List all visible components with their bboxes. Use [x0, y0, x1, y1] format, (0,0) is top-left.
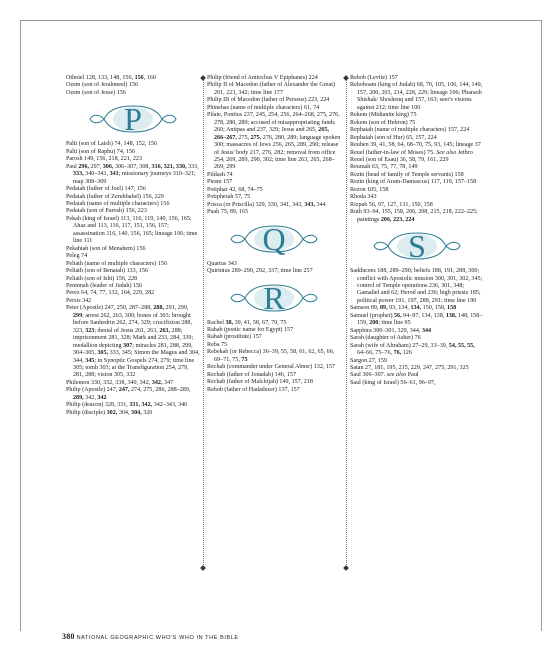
index-entry: Philip (deacon) 328, 331, 331, 342, 342–343, 346	[66, 402, 188, 409]
index-entry: Pedaiah (name of multiple characters) 156	[66, 200, 170, 207]
index-entry: Rahab (poetic name for Egypt) 157	[207, 326, 294, 333]
index-entry: Rachel 38, 39, 41, 58, 67, 70, 75	[207, 319, 287, 326]
index-entry: Palti (son of Raphu) 74, 156	[66, 148, 136, 155]
section-letter: P	[124, 101, 142, 138]
index-entry: Saul 306–307. see also Paul	[350, 372, 419, 379]
index-entry: Ozem (son of Jesse) 156	[66, 89, 126, 96]
index-column-1	[66, 75, 200, 417]
index-entry: Potiphar 42, 68, 74–75	[207, 186, 263, 193]
section-heading-r	[207, 276, 341, 320]
page-footer	[62, 632, 239, 641]
index-entry: Sapphira 300–301, 329, 344, 344	[350, 327, 432, 334]
index-entry: Peliath (son of Ishi) 156, 228	[66, 275, 138, 282]
index-entry: Paul 296, 297, 306, 306–307, 308, 316, 321, 330, 333, 333, 340–341, 341; missionary journeys 310–321; map 308–309	[66, 163, 199, 185]
index-column-2	[207, 75, 341, 394]
index-entry: Sargon 27, 159	[350, 357, 387, 364]
index-entries	[207, 75, 341, 217]
index-entry: Sadducees 188, 289–290; beliefs 188, 191, 288, 300; conflict with Apostolic mission 300, 301, 302, 345; control of Temple operations 236, 301, 348; Gamaliel and 62; Herod and 236; high priests 185; political power 191, 197, 288, 291; time line 190	[350, 268, 483, 304]
index-entry: Philemon 330, 332, 338, 340, 342, 342, 347	[66, 379, 174, 386]
index-entries	[350, 268, 484, 387]
index-entry: Palti (son of Laish) 74, 148, 152, 156	[66, 141, 158, 148]
index-entries	[66, 75, 200, 97]
index-entries	[66, 141, 200, 417]
index-entry: Ruth 93–94, 155, 158, 206, 208, 215, 218, 222–225; paintings 206, 223, 224	[350, 209, 478, 223]
index-entry: Rephaiah (name of multiple characters) 157, 224	[350, 127, 470, 134]
index-entry: Pedaiah (father of Zerubbabel) 156, 229	[66, 193, 164, 200]
index-entry: Puah 75, 89, 165	[207, 209, 249, 216]
index-entry: Potipherah 57, 75	[207, 194, 251, 201]
index-entry: Reumah 63, 75, 77, 78, 149	[350, 164, 418, 171]
index-entry: Rephaiah (son of Hur) 65, 157, 224	[350, 134, 437, 141]
book-title: NATIONAL GEOGRAPHIC WHO'S WHO IN THE BIBLE	[76, 635, 239, 641]
section-heading-p	[66, 97, 200, 141]
index-entry: Rezon 105, 158	[350, 186, 389, 193]
index-entry: Samuel (prophet) 56, 94–97, 134, 138, 138, 148, 158–159, 200; time line 95	[350, 312, 483, 327]
index-entry: Rekem (son of Hebron) 75	[350, 119, 416, 126]
index-entry: Satan 27, 181, 195, 215, 229, 247, 275, 291, 325	[350, 364, 469, 371]
index-entry: Parosh 149, 156, 218, 221, 223	[66, 156, 143, 163]
index-entry: Peliath (name of multiple characters) 156	[66, 260, 168, 267]
index-entry: Reba 75	[207, 341, 228, 348]
index-entry: Persis 342	[66, 297, 92, 304]
index-entry: Perez 64, 74, 77, 132, 164, 229, 282	[66, 290, 155, 297]
index-entry: Peleg 74	[66, 253, 88, 260]
page-number: 380	[62, 632, 75, 641]
index-entry: Saul (king of Israel) 56–61, 96–97,	[350, 379, 436, 386]
column-divider	[203, 79, 204, 565]
index-entry: Peter (Apostle) 247, 250, 287–288, 288, 291, 299, 299; arrest 262, 263, 300; bones of 303; brought before Sanhedrin 262, 274, 329; crucifixion 288, 323, 323; denial of Jesus 261, 263, 263, 288; imprisonment 281, 328; Mark and 233, 284, 339; medallion depicting 307; miracles 281, 288, 299, 304–305, 305, 333, 345; Simon the Magus and 304, 344, 345; in Synoptic Gospels 274, 279; time line 305; tomb 303; at the Transfiguration 254, 279, 281, 288; vision 305, 332	[66, 305, 200, 379]
index-entry: Sarah (wife of Abraham) 27–29, 33–39, 54, 55, 55, 64–66, 75–76, 76, 126	[350, 342, 475, 357]
index-entry: Reuel (son of Esau) 36, 58, 79, 161, 229	[350, 156, 449, 163]
index-entry: Rezin (head of family of Temple servants) 158	[350, 171, 464, 178]
index-entry: Rehob (Levite) 157	[350, 75, 398, 81]
index-entry: Rahab (prostitute) 157	[207, 334, 262, 341]
index-entry: Pildash 74	[207, 171, 233, 178]
index-entry: Piram 157	[207, 179, 233, 186]
index-entry: Quirinius 289–290, 292, 337; time line 257	[207, 268, 313, 275]
index-entry: Reuel (father-in-law of Moses) 75. See also Jethro	[350, 149, 473, 156]
index-entry: Rekem (Midianite king) 75	[350, 112, 417, 119]
index-entries	[207, 320, 341, 395]
section-heading-q	[207, 217, 341, 261]
index-entry: Rebekah (or Rebecca) 36–39, 55, 58, 61, 62, 65, 66, 69–71, 75, 75	[207, 349, 335, 363]
index-entry: Sarah (daughter of Asher) 76	[350, 335, 421, 342]
index-entries	[350, 75, 484, 224]
index-entry: Quartus 343	[207, 260, 237, 267]
index-entry: Pilate, Pontius 237, 245, 254, 256, 264–268, 275, 276, 278, 280, 289; accused of misappropriating funds 260; Antipas and 237, 329; Jesus and 265, 265, 266–267, 275, 275, 276, 280, 289; language spoken 300; massacres of Jews 256, 265, 289, 290; release of Jesus' body 217, 276, 282; removal from office 254, 269, 289, 290, 302; time line 263, 265, 268–269, 299	[207, 112, 341, 171]
index-entry: Rizpah 56, 97, 127, 131, 150, 158	[350, 201, 433, 208]
column-divider	[346, 79, 347, 565]
index-entry: Ozem (son of Jerahmeel) 156	[66, 82, 139, 89]
index-entry: Rechab (father of Jonadab) 146, 157	[207, 371, 297, 378]
index-entry: Philip II of Macedon (father of Alexander the Great) 201, 223, 342; time line 177	[207, 82, 335, 96]
index-entry: Pekah (king of Israel) 113, 116, 119, 140, 156, 165; Ahaz and 113, 116, 117, 151, 156, 157; assassination 116, 140, 156, 165; lineage 106; time line 111	[66, 215, 198, 245]
index-entry: Philip (friend of Antiochus V Epiphanes) 224	[207, 75, 318, 81]
index-entry: Peninnah (leader of Judah) 156	[66, 282, 143, 289]
index-entry: Pedaiah (father of Joel) 147, 156	[66, 186, 146, 193]
index-entry: Rezin (king of Aram-Damascus) 117, 119, 157–158	[350, 179, 477, 186]
index-entry: Philip III of Macedon (father of Perseus) 223, 224	[207, 97, 330, 104]
section-letter: S	[408, 228, 426, 265]
index-entry: Pedaiah (son of Parosh) 156, 223	[66, 208, 147, 215]
section-heading-s	[350, 224, 484, 268]
index-entry: Philip (Apostle) 247, 247, 274, 275, 286, 288–289, 289, 342, 342	[66, 387, 191, 401]
index-entry: Rehoboam (king of Judah) 68, 70, 105, 106, 144, 149, 157, 200, 203, 214, 228, 229; lineage 106; Pharaoh Shishak/ Shoshenq and 157, 163; seer's visions against 212; time line 100	[350, 82, 483, 111]
index-entry: Reuben 39, 41, 58, 64, 68–70, 75, 93, 145; lineage 37	[350, 142, 481, 149]
index-entry: Phinehas (name of multiple characters) 61, 74	[207, 104, 320, 111]
section-letter: R	[263, 279, 285, 316]
index-entry: Peliath (son of Benaiah) 133, 156	[66, 268, 148, 275]
index-entry: Prisca (or Priscilla) 329, 330, 341, 343, 343, 344	[207, 201, 326, 208]
index-entry: Philip (disciple) 302, 304, 304, 320	[66, 409, 153, 416]
index-entry: Othniel 128, 133, 148, 156, 156, 160	[66, 75, 156, 81]
index-entry: Rehob (father of Hadadezer) 137, 157	[207, 386, 300, 393]
index-entry: Pekahiah (son of Menahem) 156	[66, 245, 146, 252]
index-entries	[207, 261, 341, 276]
index-column-3	[350, 75, 484, 387]
section-letter: Q	[262, 220, 286, 257]
index-entry: Samson 89, 89, 93, 134, 134, 150, 158, 158	[350, 305, 457, 312]
index-entry: Rechab (father of Malchijah) 149, 157, 218	[207, 379, 313, 386]
index-entry: Rechab (commander under General Abner) 132, 157	[207, 364, 336, 371]
index-entry: Rhoda 343	[350, 194, 377, 201]
